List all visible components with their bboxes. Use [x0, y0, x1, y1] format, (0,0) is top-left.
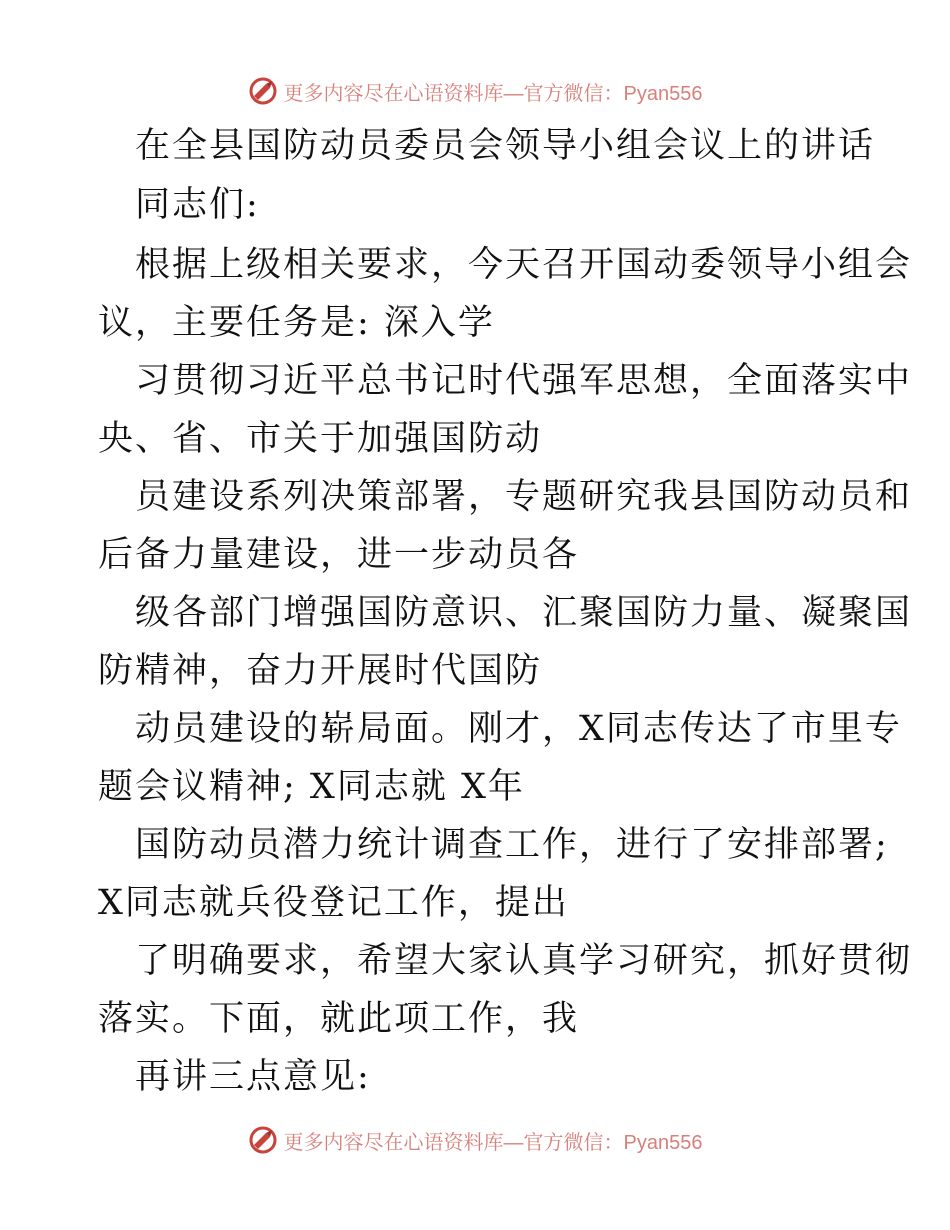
- paragraph-line: X同志就兵役登记工作，提出: [98, 883, 569, 923]
- paragraph-line: 员建设系列决策部署，专题研究我县国防动员和: [135, 477, 913, 517]
- salutation: 同志们:: [135, 185, 260, 225]
- paragraph-line: 后备力量建设，进一步动员各: [98, 535, 580, 575]
- paragraph-line: 了明确要求，希望大家认真学习研究，抓好贯彻: [135, 941, 913, 981]
- pen-logo-icon: [248, 1125, 278, 1155]
- document-body: [0, 120, 950, 1110]
- paragraph-line: 落实。下面，就此项工作，我: [98, 999, 580, 1039]
- paragraph-line: 动员建设的崭局面。刚才，X同志传达了市里专: [135, 709, 902, 749]
- paragraph-line: 根据上级相关要求，今天召开国动委领导小组会: [135, 245, 913, 285]
- footer-watermark: [0, 1120, 950, 1160]
- header-watermark: [0, 71, 950, 111]
- paragraph-line: 题会议精神; X同志就 X年: [98, 767, 525, 807]
- paragraph-line: 国防动员潜力统计调查工作，进行了安排部署;: [135, 825, 889, 865]
- watermark-text: 更多内容尽在心语资料库—官方微信：Pyan556: [283, 82, 703, 105]
- paragraph-line: 议，主要任务是: 深入学: [98, 303, 495, 343]
- paragraph-line: 习贯彻习近平总书记时代强军思想，全面落实中: [135, 361, 913, 401]
- paragraph-line: 级各部门增强国防意识、汇聚国防力量、凝聚国: [135, 593, 913, 633]
- paragraph-line: 再讲三点意见:: [135, 1057, 371, 1097]
- paragraph-line: 央、省、市关于加强国防动: [98, 419, 543, 459]
- paragraph-line: 防精神，奋力开展时代国防: [98, 651, 543, 691]
- watermark-text: 更多内容尽在心语资料库—官方微信：Pyan556: [283, 1131, 703, 1154]
- pen-logo-icon: [248, 76, 278, 106]
- document-title: 在全县国防动员委员会领导小组会议上的讲话: [135, 126, 876, 166]
